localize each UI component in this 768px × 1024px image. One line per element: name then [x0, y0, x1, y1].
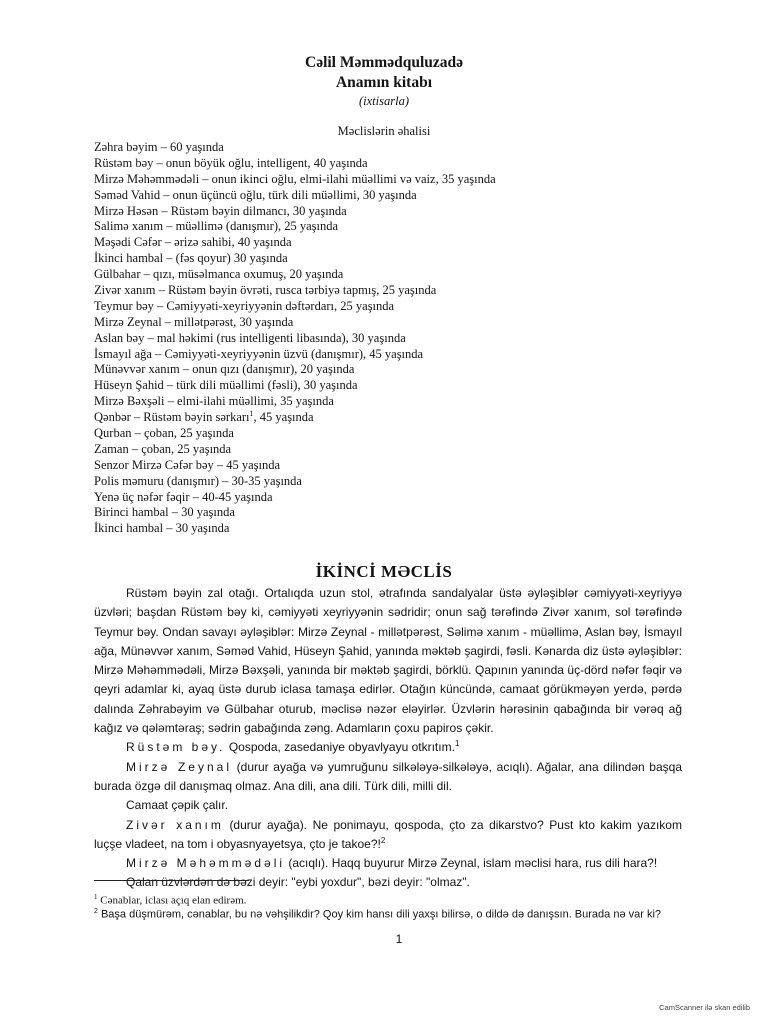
book-title: Anamın kitabı	[335, 74, 433, 91]
scene-intro: Rüstəm bəyin zal otağı. Ortalıqda uzun stol, ətrafında sandalyalar üstə əyləşiblər cəmiyyəti-xeyriyyə üzvləri; başdan Rüstəm bəy ki, cəmiyyəti xeyriyyənin sədridir; onun sağ tərəfində Zivər xanım, sol tərəfində Teymur bəy. Ondan savayı əyləşiblər: Mirzə Zeynal - millətpərəst, Səlimə xanım - müəllimə, Aslan bəy, İsmayıl ağa, Münəvvər xanım, Səməd Vahid, Hüseyn Şahid, yanında məktəb şagirdi, fəsli. Kənarda diz üstə əyləşiblər: Mirzə Məhəmmədəli, Mirzə Bəxşəli, yanında bir məktəb şagirdi, börklü. Qapının yanında üç-dörd nəfər fəqir və qeyri adamlar ki, ayaq üstə durub iclasa tamaşa edirlər. Otağın küncündə, camaat görükməyən yerdə, pərdə dalında Zəhrabəyim və Gülbahar oturub, məclisə nəzər eləyirlər. Üzvlərin hərəsinin qabağında bir vərəq ağ kağız və qələmtəraş; sədrin gabağında zəng. Adamların çoxu papiros çəkir.	[94, 586, 682, 736]
cast-item	[94, 172, 714, 188]
cast-item	[94, 490, 714, 506]
cast-item-text: Rüstəm bəy – onun böyük oğlu, intelligent, 40 yaşında	[94, 155, 368, 170]
stage-direction: Camaat çəpik çalır.	[126, 798, 229, 813]
cast-item	[94, 140, 714, 156]
dialogue-line	[94, 854, 682, 873]
speaker-name: Zivər xanım	[126, 817, 224, 832]
cast-item	[94, 219, 714, 235]
cast-item	[94, 283, 714, 299]
cast-item-text: Hüseyn Şahid – türk dili müəllimi (fəsli), 30 yaşında	[94, 378, 358, 393]
cast-item-text: Mirzə Məhəmmədəli – onun ikinci oğlu, elmi-ilahi müəllimi və vaiz, 35 yaşında	[94, 171, 496, 186]
footnote-number: 1	[94, 893, 98, 901]
cast-item-text: Polis məmuru (danışmır) – 30-35 yaşında	[94, 473, 302, 488]
cast-item-text: Səməd Vahid – onun üçüncü oğlu, türk dili müəllimi, 30 yaşında	[94, 187, 417, 202]
cast-item-text: Gülbahar – qızı, müsəlmanca oxumuş, 20 yaşında	[94, 267, 344, 282]
cast-item-text: İsmayıl ağa – Cəmiyyəti-xeyriyyənin üzvü (danışmır), 45 yaşında	[94, 346, 424, 361]
footnote-text: Başa düşmürəm, cənablar, bu nə vəhşilikdir? Qoy kim hansı dili yaxşı bilirsə, o dildə də danışsın. Burada nə var ki?	[100, 908, 662, 921]
footnote-ref: 1	[454, 739, 460, 749]
cast-item	[94, 156, 714, 172]
cast-item	[94, 204, 714, 220]
cast-item-text: Zəhra bəyim – 60 yaşında	[94, 140, 224, 154]
cast-item-text: Zivər xanım – Rüstəm bəyin övrəti, rusca tərbiyə tapmış, 25 yaşında	[94, 283, 437, 298]
speaker-name: Rüstəm bəy.	[126, 740, 226, 755]
cast-item	[94, 474, 714, 490]
cast-item-text: Aslan bəy – mal həkimi (rus intelligenti libasında), 30 yaşında	[94, 330, 406, 345]
cast-item	[94, 267, 714, 283]
cast-item	[94, 521, 714, 537]
cast-item	[94, 331, 714, 347]
dialogue-text: (durur ayağa). Ne ponimayu, qospoda, çto za dikarstvo? Pust kto kakim yazıkom luçşe vladeet, na tom i obyasnyayetsya, çto je takoe?!	[94, 817, 682, 851]
cast-item	[94, 188, 714, 204]
cast-item-text: Məşədi Cəfər – ərizə sahibi, 40 yaşında	[94, 235, 292, 250]
cast-item	[94, 394, 714, 410]
cast-item	[94, 347, 714, 363]
speaker-name: Mirzə Məhəmmədəli	[126, 856, 286, 871]
scanner-watermark: CamScanner ilə skan edilib	[659, 1003, 750, 1012]
dialogue-line	[94, 758, 682, 797]
cast-item-text: Münəvvər xanım – onun qızı (danışmır), 20 yaşında	[94, 362, 355, 377]
author-name: Cəlil Məmmədquluzadə	[305, 54, 463, 71]
footnote-divider	[94, 880, 249, 881]
cast-item-text: İkinci hambal – (fəs qoyur) 30 yaşında	[94, 251, 288, 266]
cast-item-text-rest: , 45 yaşında	[253, 410, 314, 425]
cast-item-text: Qurban – çoban, 25 yaşında	[94, 426, 234, 441]
cast-item	[94, 505, 714, 521]
cast-item-text: Mirzə Həsən – Rüstəm bəyin dilmancı, 30 yaşında	[94, 203, 347, 218]
dialogue-line	[94, 816, 682, 855]
stage-direction: Qalan üzvlərdən də bəzi deyir: "eybi yoxdur", bəzi deyir: "olmaz".	[126, 875, 470, 890]
footnote-ref: 1	[249, 408, 254, 418]
page-number: 1	[395, 932, 403, 946]
cast-item-text: Zaman – çoban, 25 yaşında	[94, 441, 232, 456]
dialogue-text: Qospoda, zasedaniye obyavlyayu otkrıtım.	[228, 740, 455, 755]
cast-item-text: Senzor Mirzə Cəfər bəy – 45 yaşında	[94, 457, 281, 472]
footnote	[94, 905, 694, 922]
cast-item	[94, 410, 714, 426]
speaker-name: Mirzə Zeynal	[126, 759, 232, 774]
footnote-text: Cənablar, iclası açıq elan edirəm.	[100, 894, 247, 907]
dialogue-text: (durur ayağa və yumruğunu silkələyə-silkələyə, acıqlı). Ağalar, ana dilindən başqa burada özgə dil danışmaq olmaz. Ana dili, ana dili. Türk dili, milli dil.	[94, 759, 682, 793]
cast-item	[94, 251, 714, 267]
scene-text	[94, 584, 682, 893]
cast-item-text: Teymur bəy – Cəmiyyəti-xeyriyyənin dəftərdarı, 25 yaşında	[94, 298, 395, 313]
cast-item	[94, 299, 714, 315]
cast-item-text: İkinci hambal – 30 yaşında	[94, 521, 230, 536]
dialogue-text: (acıqlı). Haqq buyurur Mirzə Zeynal, islam məclisi hara, rus dili hara?!	[288, 856, 658, 871]
cast-item	[94, 362, 714, 378]
cast-item-text: Mirzə Zeynal – millətpərəst, 30 yaşında	[94, 314, 294, 329]
cast-item-text: Qənbər – Rüstəm bəyin sərkarı	[94, 410, 250, 425]
cast-item	[94, 426, 714, 442]
cast-list	[94, 140, 714, 537]
footnote-ref: 2	[380, 835, 386, 845]
cast-item-text: Yenə üç nəfər fəqir – 40-45 yaşında	[94, 489, 273, 504]
cast-item-text: Birinci hambal – 30 yaşında	[94, 505, 235, 520]
scene-heading: İKİNCİ MƏCLİS	[315, 562, 453, 581]
cast-item	[94, 378, 714, 394]
footnote-number: 2	[94, 908, 98, 915]
cast-heading: Məclislərin əhalisi	[337, 124, 431, 138]
cast-item	[94, 235, 714, 251]
cast-item	[94, 442, 714, 458]
cast-item	[94, 458, 714, 474]
cast-item	[94, 315, 714, 331]
dialogue-line	[94, 738, 682, 757]
book-subtitle: (ixtisarla)	[359, 94, 409, 108]
cast-item-text: Salimə xanım – müəllimə (danışmır), 25 yaşında	[94, 219, 339, 234]
cast-item-text: Mirzə Bəxşəli – elmi-ilahi müəllimi, 35 yaşında	[94, 394, 334, 409]
